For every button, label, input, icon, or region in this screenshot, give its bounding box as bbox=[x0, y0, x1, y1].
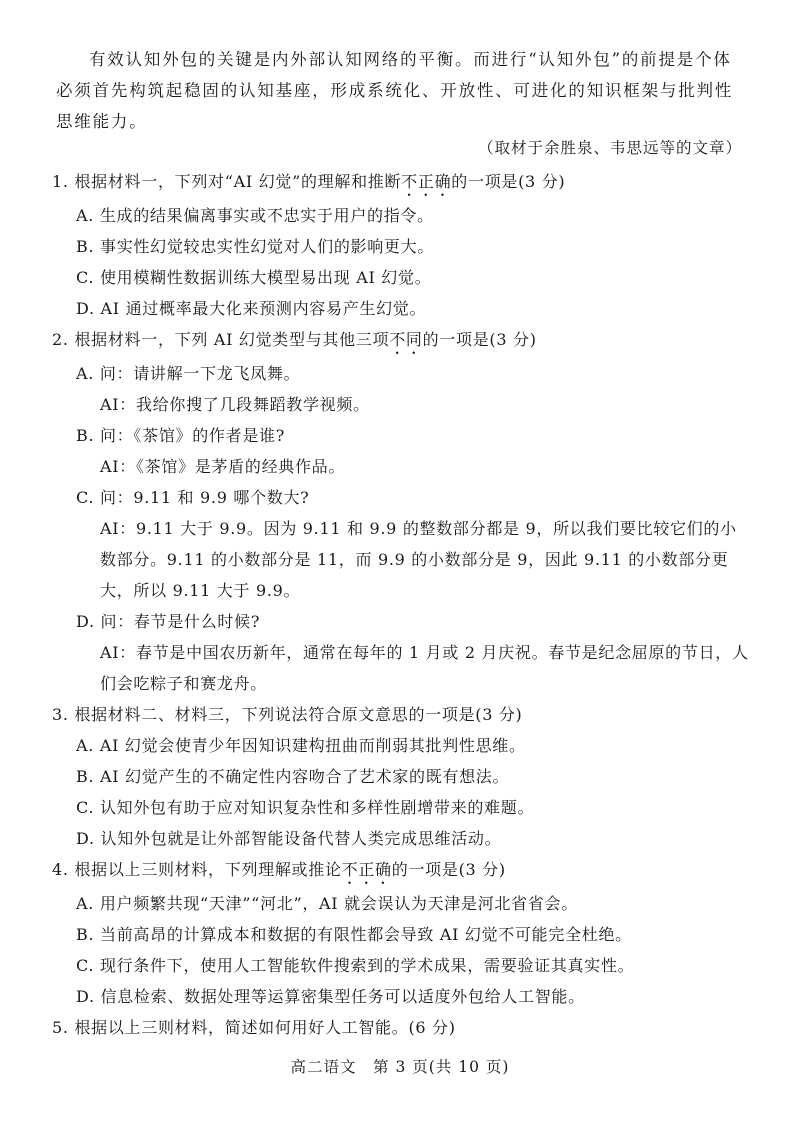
option-b-question: B. 问：《茶馆》的作者是谁? bbox=[76, 426, 286, 445]
option-b: B. 当前高昂的计算成本和数据的有限性都会导致 AI 幻觉不可能完全杜绝。 bbox=[76, 925, 632, 944]
option-a: A. AI 幻觉会使青少年因知识建构扭曲而削弱其批判性思维。 bbox=[76, 736, 526, 755]
question-stem: 2. 根据材料一，下列 AI 幻觉类型与其他三项不同的一项是(3 分) bbox=[52, 330, 537, 349]
option-c: C. 认知外包有助于应对知识复杂性和多样性剧增带来的难题。 bbox=[76, 798, 535, 817]
option-d-question: D. 问：春节是什么时候? bbox=[76, 612, 261, 631]
option-b: B. AI 幻觉产生的不确定性内容吻合了艺术家的既有想法。 bbox=[76, 767, 510, 786]
page-footer: 高二语文 第 3 页(共 10 页) bbox=[290, 1058, 510, 1076]
question-list bbox=[52, 166, 750, 1043]
question-3 bbox=[52, 699, 750, 854]
option-c: C. 使用模糊性数据训练大模型易出现 AI 幻觉。 bbox=[76, 268, 432, 287]
question-4 bbox=[52, 854, 750, 1012]
option-d-answer: AI：春节是中国农历新年，通常在每年的 1 月或 2 月庆祝。春节是纪念屈原的节日，人们会吃粽子和赛龙舟。 bbox=[100, 643, 749, 693]
question-1 bbox=[52, 166, 750, 324]
question-stem: 5. 根据以上三则材料，简述如何用好人工智能。(6 分) bbox=[52, 1018, 456, 1037]
question-2 bbox=[52, 324, 750, 699]
option-a-answer: AI：我给你搜了几段舞蹈教学视频。 bbox=[100, 395, 370, 414]
question-stem: 1. 根据材料一，下列对“AI 幻觉”的理解和推断不正确的一项是(3 分) bbox=[52, 172, 566, 191]
option-d: D. 信息检索、数据处理等运算密集型任务可以适度外包给人工智能。 bbox=[76, 987, 585, 1006]
option-d: D. 认知外包就是让外部智能设备代替人类完成思维活动。 bbox=[76, 829, 502, 848]
option-c-question: C. 问：9.11 和 9.9 哪个数大? bbox=[76, 488, 310, 507]
intro-paragraph: 有效认知外包的关键是内外部认知网络的平衡。而进行“认知外包”的前提是个体必须首先构筑起稳固的认知基座，形成系统化、开放性、可进化的知识框架与批判性思维能力。 bbox=[56, 50, 734, 131]
option-c-answer: AI：9.11 大于 9.9。因为 9.11 和 9.9 的整数部分都是 9，所以我们要比较它们的小数部分。9.11 的小数部分是 11，而 9.9 的小数部分是 9，因此 9.11 的小数部分更大，所以 9.11 大于 9.9。 bbox=[100, 519, 737, 600]
emphasis-mark: 不正确 bbox=[401, 172, 452, 191]
source-note: （取材于余胜泉、韦思远等的文章） bbox=[477, 139, 742, 157]
option-b: B. 事实性幻觉较忠实性幻觉对人们的影响更大。 bbox=[76, 237, 435, 256]
emphasis-mark: 不同 bbox=[389, 330, 423, 349]
option-a: A. 生成的结果偏离事实或不忠实于用户的指令。 bbox=[76, 206, 434, 225]
option-d: D. AI 通过概率最大化来预测内容易产生幻觉。 bbox=[76, 299, 427, 318]
option-a: A. 用户频繁共现“天津”“河北”，AI 就会误认为天津是河北省省会。 bbox=[76, 894, 578, 913]
emphasis-mark: 不正确 bbox=[341, 860, 392, 879]
option-a-question: A. 问：请讲解一下龙飞凤舞。 bbox=[76, 364, 301, 383]
question-stem: 4. 根据以上三则材料，下列理解或推论不正确的一项是(3 分) bbox=[52, 860, 506, 879]
option-b-answer: AI：《茶馆》是茅盾的经典作品。 bbox=[100, 457, 346, 476]
question-stem: 3. 根据材料二、材料三，下列说法符合原文意思的一项是(3 分) bbox=[52, 705, 523, 724]
option-c: C. 现行条件下，使用人工智能软件搜索到的学术成果，需要验证其真实性。 bbox=[76, 956, 635, 975]
question-5 bbox=[52, 1012, 750, 1043]
